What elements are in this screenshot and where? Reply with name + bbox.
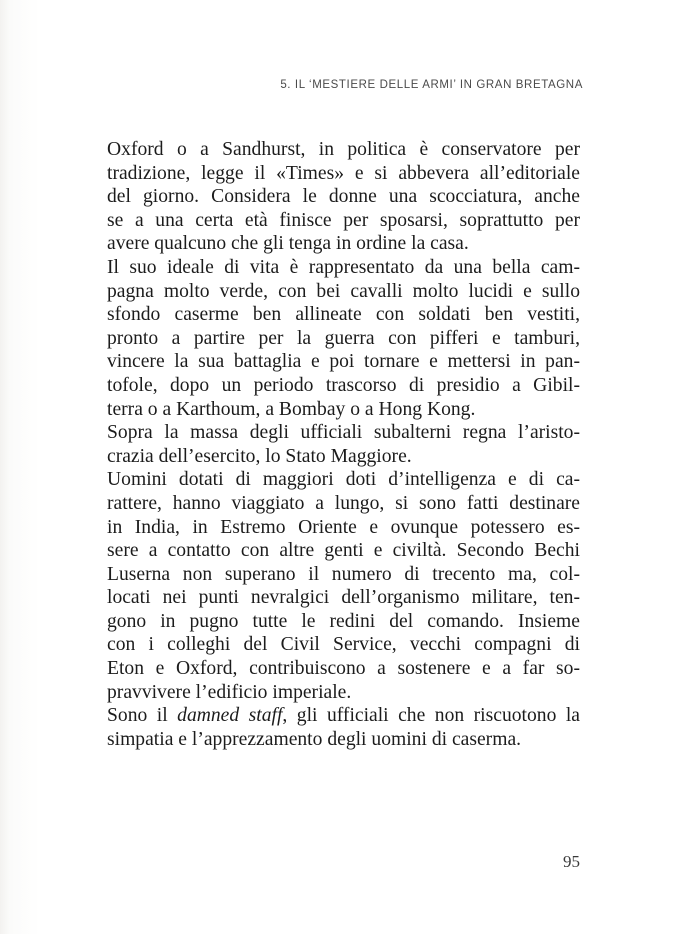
italic-term: damned staff — [177, 705, 283, 727]
text-line: pronto a partire per la guerra con pifferi e tamburi, — [107, 327, 580, 349]
text-line-mixed — [107, 704, 580, 728]
text-line: avere qualcuno che gli tenga in ordine la casa. — [107, 233, 469, 255]
page-number: 95 — [563, 852, 580, 871]
text-line: terra o a Karthoum, a Bombay o a Hong Kong. — [107, 398, 476, 420]
text-line: sere a contatto con altre genti e civiltà. Secondo Bechi — [107, 540, 580, 562]
text-line: locati nei punti nevralgici dell’organismo militare, ten- — [107, 587, 580, 609]
text-line: crazia dell’esercito, lo Stato Maggiore. — [107, 445, 412, 467]
text-line: Il suo ideale di vita è rappresentato da una bella cam- — [107, 256, 580, 278]
text-line: Eton e Oxford, contribuiscono a sostenere e a far so- — [107, 658, 580, 680]
text-line: del giorno. Considera le donne una scocciatura, anche — [107, 186, 580, 208]
text-line: rattere, hanno viaggiato a lungo, si sono fatti destinare — [107, 492, 580, 514]
text-line: gono in pugno tutte le redini del comando. Insieme — [107, 610, 580, 632]
text-line: tofole, dopo un periodo trascorso di presidio a Gibil- — [107, 374, 580, 396]
running-head: 5. IL ‘MESTIERE DELLE ARMI’ IN GRAN BRETAGNA — [280, 79, 583, 91]
body-text — [107, 138, 580, 751]
text-line: Sopra la massa degli ufficiali subalterni regna l’aristo- — [107, 422, 580, 444]
text-line: pagna molto verde, con bei cavalli molto lucidi e sullo — [107, 280, 580, 302]
text-line: Luserna non superano il numero di trecento ma, col- — [107, 563, 580, 585]
text-line: vincere la sua battaglia e poi tornare e mettersi in pan- — [107, 351, 580, 373]
text-line: se a una certa età finisce per sposarsi, soprattutto per — [107, 209, 580, 231]
text-line: in India, in Estremo Oriente e ovunque potessero es- — [107, 516, 580, 538]
text-line: Oxford o a Sandhurst, in politica è conservatore per — [107, 139, 580, 160]
text-run: Sono il — [107, 705, 178, 727]
text-line: sfondo caserme ben allineate con soldati ben vestiti, — [107, 304, 580, 326]
text-line: pravvivere l’edificio imperiale. — [107, 681, 352, 703]
text-line: simpatia e l’apprezzamento degli uomini di caserma. — [107, 728, 522, 750]
text-run: , gli ufficiali che non riscuotono la — [282, 705, 580, 727]
text-line: Uomini dotati di maggiori doti d’intelligenza e di ca- — [107, 469, 580, 491]
text-line: con i colleghi del Civil Service, vecchi compagni di — [107, 634, 580, 656]
text-line: tradizione, legge il «Times» e si abbevera all’editoriale — [107, 162, 580, 184]
